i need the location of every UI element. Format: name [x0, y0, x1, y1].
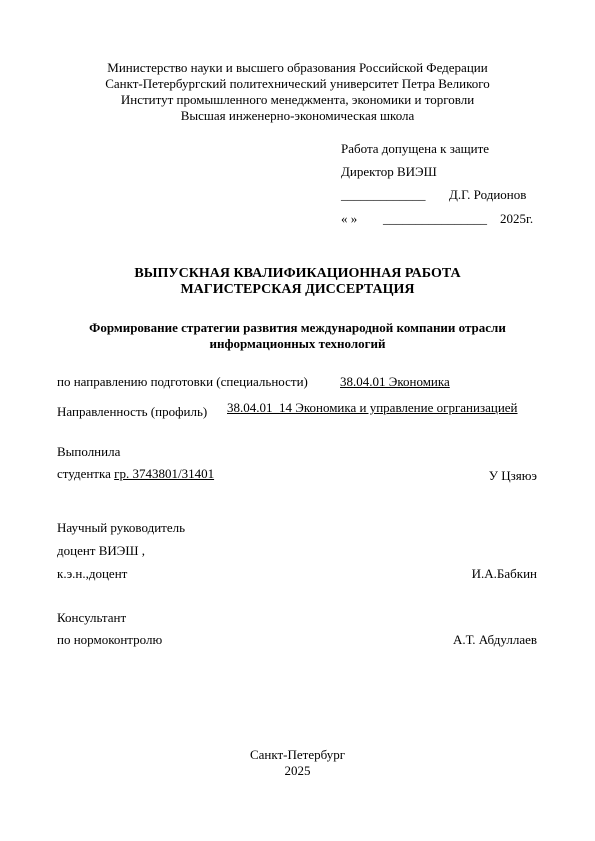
- student-group: гр. 3743801/31401: [114, 466, 215, 481]
- approval-director-name: Д.Г. Родионов: [449, 187, 527, 202]
- direction-label: по направлению подготовки (специальности): [57, 374, 308, 389]
- institute-line: Институт промышленного менеджмента, экономики и торговли: [120, 92, 475, 107]
- supervisor-name: И.А.Бабкин: [471, 566, 537, 581]
- profile-value: 38.04.01_14 Экономика и управление огрганизацией: [227, 400, 518, 415]
- approval-date-blank: ________________: [383, 211, 487, 226]
- supervisor-label: Научный руководитель: [57, 520, 186, 535]
- student-label-role: [57, 466, 214, 481]
- approval-date-quotes: « »: [341, 211, 358, 226]
- university-line: Санкт-Петербургский политехнический университет Петра Великого: [105, 76, 490, 91]
- direction-value: 38.04.01 Экономика: [340, 374, 450, 389]
- approval-year: 2025г.: [500, 211, 534, 226]
- school-line: Высшая инженерно-экономическая школа: [180, 108, 415, 123]
- footer-city: Санкт-Петербург: [249, 747, 346, 762]
- consultant-role: по нормоконтролю: [57, 632, 163, 647]
- title-line-2: МАГИСТЕРСКАЯ ДИССЕРТАЦИЯ: [180, 282, 415, 297]
- topic-line-2: информационных технологий: [209, 336, 386, 351]
- title-line-1: ВЫПУСКНАЯ КВАЛИФИКАЦИОННАЯ РАБОТА: [134, 266, 461, 281]
- student-label-completed: Выполнила: [57, 444, 121, 459]
- footer-year: 2025: [284, 763, 311, 778]
- consultant-label: Консультант: [57, 610, 127, 625]
- approval-director-title: Директор ВИЭШ: [341, 164, 437, 179]
- consultant-name: А.Т. Абдуллаев: [453, 632, 537, 647]
- approval-admitted: Работа допущена к защите: [341, 141, 490, 156]
- student-role-text: студентка: [57, 466, 115, 481]
- supervisor-degree: к.э.н.,доцент: [57, 566, 128, 581]
- ministry-line: Министерство науки и высшего образования Российской Федерации: [107, 60, 488, 75]
- student-name: У Цзяюэ: [488, 468, 537, 483]
- supervisor-position: доцент ВИЭШ ,: [57, 543, 145, 558]
- profile-label: Направленность (профиль): [57, 404, 208, 419]
- topic-line-1: Формирование стратегии развития международной компании отрасли: [89, 320, 506, 335]
- approval-signature-blank: _____________: [341, 187, 426, 202]
